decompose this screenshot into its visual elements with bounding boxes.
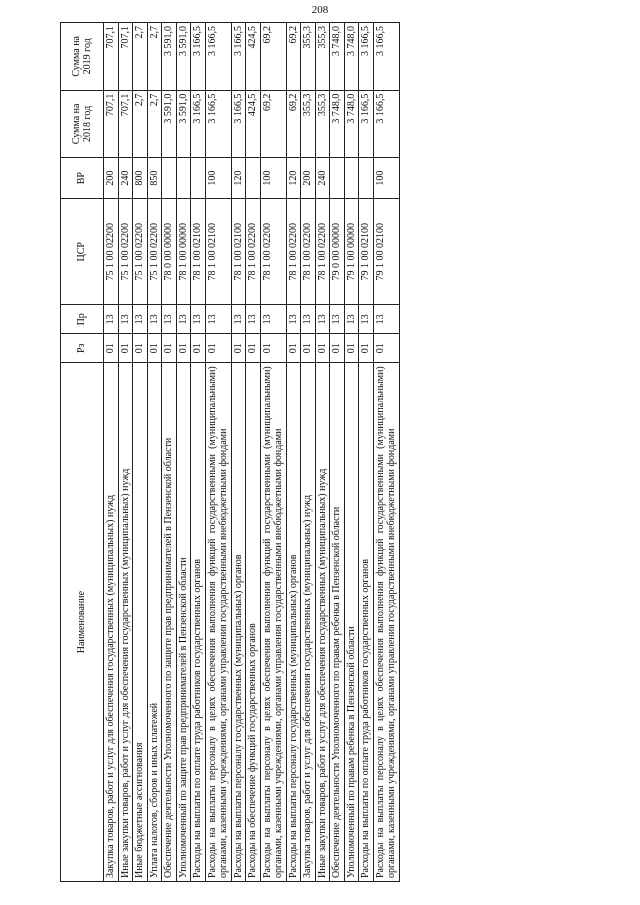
cell-csr: 79 0 00 00000	[330, 199, 345, 305]
cell-sum-2019: 2,7	[133, 23, 148, 91]
table-row	[147, 23, 162, 882]
cell-sum-2019: 3 166,5	[191, 23, 206, 91]
cell-name: Расходы на обеспечение функций государственных органов	[246, 363, 261, 882]
cell-name: Уплата налогов, сборов и иных платежей	[147, 363, 162, 882]
cell-pr: 13	[118, 305, 133, 334]
cell-rz: 01	[330, 334, 345, 363]
table-row	[133, 23, 148, 882]
cell-csr: 75 1 00 02200	[133, 199, 148, 305]
cell-vr: 120	[286, 158, 301, 199]
cell-vr	[176, 158, 191, 199]
cell-sum-2019: 3 591,0	[162, 23, 177, 91]
cell-vr	[330, 158, 345, 199]
cell-csr: 78 1 00 02100	[231, 199, 246, 305]
cell-vr: 850	[147, 158, 162, 199]
cell-pr: 13	[344, 305, 359, 334]
cell-pr: 13	[191, 305, 206, 334]
table-row	[176, 23, 191, 882]
cell-name: Иные бюджетные ассигнования	[133, 363, 148, 882]
cell-csr: 75 1 00 02200	[147, 199, 162, 305]
cell-csr: 75 1 00 02200	[104, 199, 119, 305]
cell-rz: 01	[162, 334, 177, 363]
cell-sum-2018: 3 591,0	[162, 90, 177, 158]
page-number: 208	[311, 4, 329, 16]
cell-sum-2018: 355,3	[301, 90, 316, 158]
cell-vr: 100	[373, 158, 399, 199]
cell-rz: 01	[133, 334, 148, 363]
table-row	[286, 23, 301, 882]
cell-sum-2018: 424,5	[246, 90, 261, 158]
header-csr: ЦСР	[61, 199, 104, 305]
cell-sum-2019: 3 748,0	[344, 23, 359, 91]
cell-pr: 13	[359, 305, 374, 334]
cell-sum-2019: 69,2	[286, 23, 301, 91]
cell-vr: 100	[260, 158, 286, 199]
cell-pr: 13	[260, 305, 286, 334]
cell-sum-2019: 355,3	[301, 23, 316, 91]
cell-sum-2018: 2,7	[147, 90, 162, 158]
cell-vr: 240	[118, 158, 133, 199]
cell-vr: 120	[231, 158, 246, 199]
header-rz: Рз	[61, 334, 104, 363]
cell-rz: 01	[118, 334, 133, 363]
table-header-row	[61, 23, 104, 882]
cell-sum-2018: 69,2	[260, 90, 286, 158]
table-row	[301, 23, 316, 882]
cell-csr: 79 1 00 00000	[344, 199, 359, 305]
table-row	[118, 23, 133, 882]
cell-sum-2019: 707,1	[118, 23, 133, 91]
table-row	[104, 23, 119, 882]
cell-name: Уполномоченный по защите прав предпринимателей в Пензенской области	[176, 363, 191, 882]
cell-vr	[344, 158, 359, 199]
cell-pr: 13	[176, 305, 191, 334]
cell-sum-2018: 3 166,5	[359, 90, 374, 158]
cell-pr: 13	[205, 305, 231, 334]
cell-vr: 240	[315, 158, 330, 199]
cell-csr: 78 1 00 02200	[260, 199, 286, 305]
cell-name: Обеспечение деятельности Уполномоченного по защите прав предпринимателей в Пензенской области	[162, 363, 177, 882]
cell-name: Расходы на выплаты персоналу государственных (муниципальных) органов	[231, 363, 246, 882]
cell-vr	[359, 158, 374, 199]
header-sum-2019: Сумма на 2019 год	[61, 23, 104, 91]
cell-vr: 800	[133, 158, 148, 199]
cell-rz: 01	[344, 334, 359, 363]
cell-sum-2019: 3 166,5	[373, 23, 399, 91]
table-row	[260, 23, 286, 882]
cell-name: Расходы на выплаты персоналу в целях обеспечения выполнения функций государственными (муниципальными) органами, казенными учреждениями, органами управления государственными внебюджетными фондами	[373, 363, 399, 882]
cell-sum-2019: 3 166,5	[359, 23, 374, 91]
cell-sum-2018: 3 166,5	[231, 90, 246, 158]
cell-pr: 13	[104, 305, 119, 334]
cell-sum-2018: 3 166,5	[373, 90, 399, 158]
table-row	[231, 23, 246, 882]
cell-sum-2018: 707,1	[118, 90, 133, 158]
cell-rz: 01	[231, 334, 246, 363]
cell-rz: 01	[359, 334, 374, 363]
header-vr: ВР	[61, 158, 104, 199]
cell-rz: 01	[176, 334, 191, 363]
cell-sum-2018: 3 166,5	[205, 90, 231, 158]
cell-sum-2018: 355,3	[315, 90, 330, 158]
cell-sum-2018: 3 591,0	[176, 90, 191, 158]
table-row	[359, 23, 374, 882]
cell-rz: 01	[301, 334, 316, 363]
cell-csr: 79 1 00 02100	[359, 199, 374, 305]
cell-sum-2019: 3 748,0	[330, 23, 345, 91]
cell-pr: 13	[133, 305, 148, 334]
cell-name: Обеспечение деятельности Уполномоченного по правам ребенка в Пензенской области	[330, 363, 345, 882]
cell-csr: 78 1 00 02200	[315, 199, 330, 305]
cell-csr: 78 1 00 02200	[286, 199, 301, 305]
cell-name: Расходы на выплаты по оплате труда работников государственных органов	[191, 363, 206, 882]
cell-pr: 13	[301, 305, 316, 334]
cell-pr: 13	[315, 305, 330, 334]
cell-sum-2018: 69,2	[286, 90, 301, 158]
rotated-table-wrapper	[60, 22, 580, 882]
cell-vr: 100	[205, 158, 231, 199]
cell-sum-2019: 424,5	[246, 23, 261, 91]
cell-rz: 01	[205, 334, 231, 363]
cell-sum-2019: 3 166,5	[231, 23, 246, 91]
cell-vr	[162, 158, 177, 199]
cell-sum-2018: 2,7	[133, 90, 148, 158]
cell-name: Уполномоченный по правам ребенка в Пензенской области	[344, 363, 359, 882]
cell-sum-2018: 3 166,5	[191, 90, 206, 158]
cell-name: Расходы на выплаты персоналу в целях обеспечения выполнения функций государственными (муниципальными) органами, казенными учреждениями, органами управления государственными внебюджетными фондами	[205, 363, 231, 882]
cell-pr: 13	[231, 305, 246, 334]
cell-sum-2018: 3 748,0	[344, 90, 359, 158]
table-row	[330, 23, 345, 882]
cell-name: Расходы на выплаты персоналу государственных (муниципальных) органов	[286, 363, 301, 882]
cell-rz: 01	[286, 334, 301, 363]
cell-pr: 13	[246, 305, 261, 334]
table-row	[373, 23, 399, 882]
cell-sum-2019: 355,3	[315, 23, 330, 91]
cell-pr: 13	[373, 305, 399, 334]
cell-rz: 01	[246, 334, 261, 363]
cell-sum-2018: 707,1	[104, 90, 119, 158]
cell-csr: 75 1 00 02200	[118, 199, 133, 305]
cell-vr	[246, 158, 261, 199]
cell-sum-2019: 3 166,5	[205, 23, 231, 91]
cell-sum-2019: 707,1	[104, 23, 119, 91]
table-row	[191, 23, 206, 882]
cell-rz: 01	[147, 334, 162, 363]
cell-name: Расходы на выплаты персоналу в целях обеспечения выполнения функций государственными (муниципальными) органами, казенными учреждениями, органами управления государственными внебюджетными фондами	[260, 363, 286, 882]
cell-name: Иные закупки товаров, работ и услуг для обеспечения государственных (муниципальных) нужд	[315, 363, 330, 882]
cell-pr: 13	[147, 305, 162, 334]
cell-csr: 79 1 00 02100	[373, 199, 399, 305]
table-row	[205, 23, 231, 882]
cell-vr	[191, 158, 206, 199]
cell-name: Расходы на выплаты по оплате труда работников государственных органов	[359, 363, 374, 882]
cell-sum-2019: 3 591,0	[176, 23, 191, 91]
header-pr: Пр	[61, 305, 104, 334]
table-body	[104, 23, 400, 882]
cell-name: Закупка товаров, работ и услуг для обеспечения государственных (муниципальных) нужд	[104, 363, 119, 882]
cell-csr: 78 0 00 00000	[162, 199, 177, 305]
cell-rz: 01	[104, 334, 119, 363]
cell-rz: 01	[315, 334, 330, 363]
cell-sum-2019: 69,2	[260, 23, 286, 91]
cell-csr: 78 1 00 02100	[191, 199, 206, 305]
cell-vr: 200	[301, 158, 316, 199]
cell-sum-2018: 3 748,0	[330, 90, 345, 158]
cell-rz: 01	[260, 334, 286, 363]
cell-pr: 13	[162, 305, 177, 334]
budget-table	[60, 22, 400, 882]
table-row	[344, 23, 359, 882]
table-row	[315, 23, 330, 882]
cell-vr: 200	[104, 158, 119, 199]
cell-csr: 78 1 00 02100	[205, 199, 231, 305]
cell-rz: 01	[373, 334, 399, 363]
cell-rz: 01	[191, 334, 206, 363]
cell-sum-2019: 2,7	[147, 23, 162, 91]
header-name: Наименование	[61, 363, 104, 882]
cell-pr: 13	[330, 305, 345, 334]
table-row	[162, 23, 177, 882]
cell-name: Закупка товаров, работ и услуг для обеспечения государственных (муниципальных) нужд	[301, 363, 316, 882]
cell-pr: 13	[286, 305, 301, 334]
cell-csr: 78 1 00 02200	[301, 199, 316, 305]
table-row	[246, 23, 261, 882]
cell-name: Иные закупки товаров, работ и услуг для обеспечения государственных (муниципальных) нужд	[118, 363, 133, 882]
cell-csr: 78 1 00 02200	[246, 199, 261, 305]
header-sum-2018: Сумма на 2018 год	[61, 90, 104, 158]
cell-csr: 78 1 00 00000	[176, 199, 191, 305]
